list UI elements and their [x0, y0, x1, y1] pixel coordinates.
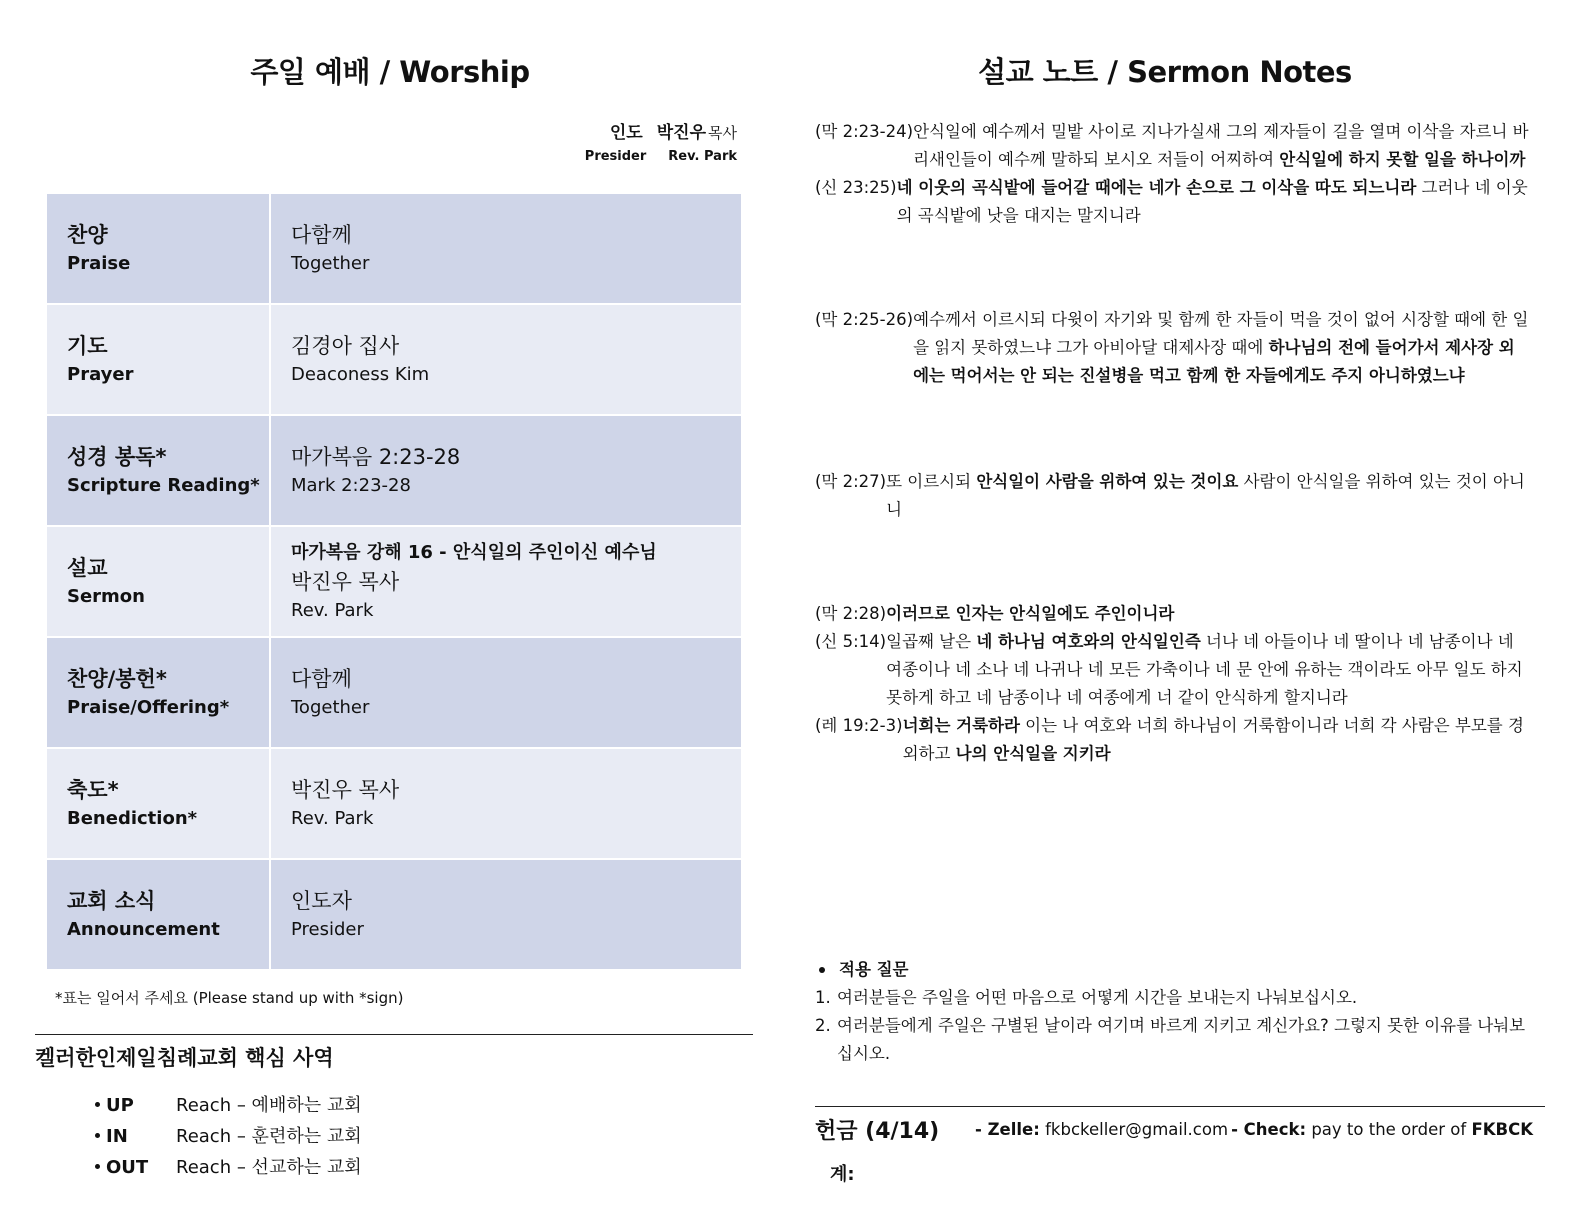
verse-text: 일곱째 날은 — [886, 632, 977, 651]
worship-panel — [35, 0, 755, 1224]
presider-info — [563, 118, 737, 164]
verse-text: 이는 나 여호와 너희 하나님이 거룩함이니라 너희 각 사람은 부모를 경외하고 — [902, 716, 1524, 763]
table-row — [46, 637, 742, 748]
presider-name-en: Rev. Park — [668, 149, 737, 164]
verse-emphasis: 하나님의 전에 들어가서 제사장 외에는 먹어서는 안 되는 진설병을 먹고 함께 한 자들에게도 주지 아니하였느냐 — [913, 338, 1515, 385]
list-item — [815, 984, 1530, 1012]
verse-text: 안식일에 예수께서 밀밭 사이로 지나가실새 그의 제자들이 길을 열며 이삭을 자르니 바리새인들이 예수께 말하되 보시오 저들이 어찌하여 — [913, 122, 1529, 169]
row-label-ko: 찬양 — [67, 222, 108, 247]
verse-emphasis: 너희는 거룩하라 — [902, 716, 1020, 735]
row-value-ko: 다함께 — [291, 222, 352, 247]
row-label-ko: 설교 — [67, 555, 108, 580]
verse-ref: (레 19:2-3) — [815, 716, 903, 735]
presider-label-en: Presider — [584, 149, 647, 164]
ministry-title: 켈러한인제일침례교회 핵심 사역 — [35, 1046, 334, 1070]
bullet-icon — [95, 1102, 100, 1107]
ministry-label: OUT — [106, 1157, 149, 1178]
verse-emphasis: 네 하나님 여호와의 안식일인즉 — [976, 632, 1201, 651]
order-of-service-table — [45, 192, 743, 971]
verse-ref: (막 2:25-26) — [815, 310, 914, 329]
row-label-ko: 성경 봉독* — [67, 444, 167, 469]
row-value-en: Rev. Park — [291, 807, 374, 829]
row-label-ko: 교회 소식 — [67, 888, 156, 913]
ministry-label: UP — [106, 1095, 134, 1116]
table-row — [46, 415, 742, 526]
stand-note: *표는 일어서 주세요 (Please stand up with *sign) — [55, 989, 404, 1007]
row-value-en: Rev. Park — [291, 599, 374, 621]
check-info — [1231, 1120, 1533, 1139]
verse-ref: (막 2:27) — [815, 472, 887, 491]
sermon-notes-panel — [815, 0, 1555, 1224]
verse-deut-23-25 — [815, 174, 1530, 230]
verse-emphasis: 안식일에 하지 못할 일을 하나이까 — [1279, 150, 1526, 169]
verse-ref: (신 23:25) — [815, 178, 897, 197]
list-item — [815, 1012, 1530, 1068]
row-value-ko: 박진우 목사 — [291, 569, 400, 594]
row-label-en: Announcement — [67, 918, 220, 940]
verse-mark-2-27 — [815, 468, 1530, 524]
row-value-ko: 인도자 — [291, 888, 352, 913]
zelle-info — [975, 1120, 1228, 1139]
verse-mark-2-23 — [815, 118, 1530, 174]
row-label-ko: 축도* — [67, 777, 119, 802]
presider-name-ko: 박진우 — [656, 123, 707, 143]
verse-emphasis: 나의 안식일을 지키라 — [955, 744, 1111, 763]
verse-deut-5-14 — [815, 628, 1530, 712]
check-payee: FKBCK — [1471, 1120, 1533, 1139]
table-row — [46, 748, 742, 859]
row-label-en: Sermon — [67, 585, 145, 607]
sermon-title: 마가복음 강해 16 - 안식일의 주인이신 예수님 — [291, 541, 657, 563]
row-value-en: Together — [291, 696, 370, 718]
ministry-label: IN — [106, 1126, 128, 1147]
bullet-icon — [95, 1164, 100, 1169]
bullet-icon — [819, 967, 825, 973]
table-row — [46, 304, 742, 415]
presider-label-ko: 인도 — [609, 123, 643, 143]
row-label-en: Scripture Reading* — [67, 474, 260, 496]
scripture-notes — [815, 118, 1530, 768]
bullet-icon — [95, 1133, 100, 1138]
zelle-email: fkbckeller@gmail.com — [1039, 1120, 1229, 1139]
divider — [815, 1106, 1545, 1107]
check-label: - Check: — [1231, 1120, 1307, 1139]
question-text: 여러분들에게 주일은 구별된 날이라 여기며 바르게 지키고 계신가요? 그렇지 못한 이유를 나눠보십시오. — [837, 1016, 1526, 1063]
ministry-text: Reach – 예배하는 교회 — [176, 1095, 362, 1116]
row-value-en: Mark 2:23-28 — [291, 474, 411, 496]
questions-heading: 적용 질문 — [839, 960, 909, 979]
table-row — [46, 859, 742, 970]
offering-heading: 헌금 (4/14) — [815, 1119, 940, 1144]
question-number: 2. — [815, 1016, 831, 1035]
check-text: pay to the order of — [1306, 1120, 1472, 1139]
verse-ref: (막 2:28) — [815, 604, 887, 623]
presider-title-ko: 목사 — [708, 124, 737, 142]
question-number: 1. — [815, 988, 831, 1007]
list-item — [95, 1152, 362, 1183]
offering-total-label: 계: — [830, 1164, 855, 1185]
verse-ref: (신 5:14) — [815, 632, 887, 651]
row-value-ko: 다함께 — [291, 666, 352, 691]
row-label-ko: 기도 — [67, 333, 108, 358]
question-text: 여러분들은 주일을 어떤 마음으로 어떻게 시간을 보내는지 나눠보십시오. — [837, 988, 1358, 1007]
zelle-label: - Zelle: — [975, 1120, 1040, 1139]
row-value-en: Deaconess Kim — [291, 363, 430, 385]
verse-emphasis: 이러므로 인자는 안식일에도 주인이니라 — [886, 604, 1175, 623]
row-label-en: Prayer — [67, 363, 134, 385]
row-value-en: Together — [291, 252, 370, 274]
verse-text: 또 이르시되 — [886, 472, 977, 491]
verse-text: 그러나 네 이웃의 곡식밭에 낫을 대지는 말지니라 — [896, 178, 1528, 225]
application-questions — [815, 956, 1530, 1068]
table-row — [46, 193, 742, 304]
verse-emphasis: 네 이웃의 곡식밭에 들어갈 때에는 네가 손으로 그 이삭을 따도 되느니라 — [896, 178, 1417, 197]
worship-title: 주일 예배 / Worship — [250, 55, 530, 89]
offering-info — [815, 1114, 1545, 1154]
verse-text: 사람이 안식일을 위하여 있는 것이 아니니 — [886, 472, 1525, 519]
list-item — [95, 1121, 362, 1152]
verse-mark-2-25 — [815, 306, 1530, 390]
row-label-en: Praise/Offering* — [67, 696, 230, 718]
list-item — [95, 1090, 362, 1121]
verse-ref: (막 2:23-24) — [815, 122, 914, 141]
row-label-en: Praise — [67, 252, 131, 274]
verse-text: 너나 네 아들이나 네 딸이나 네 남종이나 네 여종이나 네 소나 네 나귀나 네 모든 가축이나 네 문 안에 유하는 객이라도 아무 일도 하지 못하게 하고 네 남종이나 네 여종에게 너 같이 안식하게 할지니라 — [886, 632, 1523, 707]
row-value-ko: 박진우 목사 — [291, 777, 400, 802]
row-value-ko: 김경아 집사 — [291, 333, 400, 358]
row-value-ko: 마가복음 2:23-28 — [291, 444, 461, 469]
divider — [35, 1034, 753, 1035]
ministry-list — [95, 1090, 362, 1183]
ministry-text: Reach – 훈련하는 교회 — [176, 1126, 362, 1147]
verse-text: 예수께서 이르시되 다윗이 자기와 및 함께 한 자들이 먹을 것이 없어 시장할 때에 한 일을 읽지 못하였느냐 그가 아비아달 대제사장 때에 — [913, 310, 1529, 357]
ministry-text: Reach – 선교하는 교회 — [176, 1157, 362, 1178]
verse-lev-19-2 — [815, 712, 1530, 768]
row-label-ko: 찬양/봉헌* — [67, 666, 167, 691]
verse-mark-2-28 — [815, 600, 1530, 628]
sermon-notes-title: 설교 노트 / Sermon Notes — [978, 55, 1352, 89]
row-label-en: Benediction* — [67, 807, 198, 829]
verse-emphasis: 안식일이 사람을 위하여 있는 것이요 — [976, 472, 1239, 491]
table-row — [46, 526, 742, 637]
row-value-en: Presider — [291, 918, 364, 940]
